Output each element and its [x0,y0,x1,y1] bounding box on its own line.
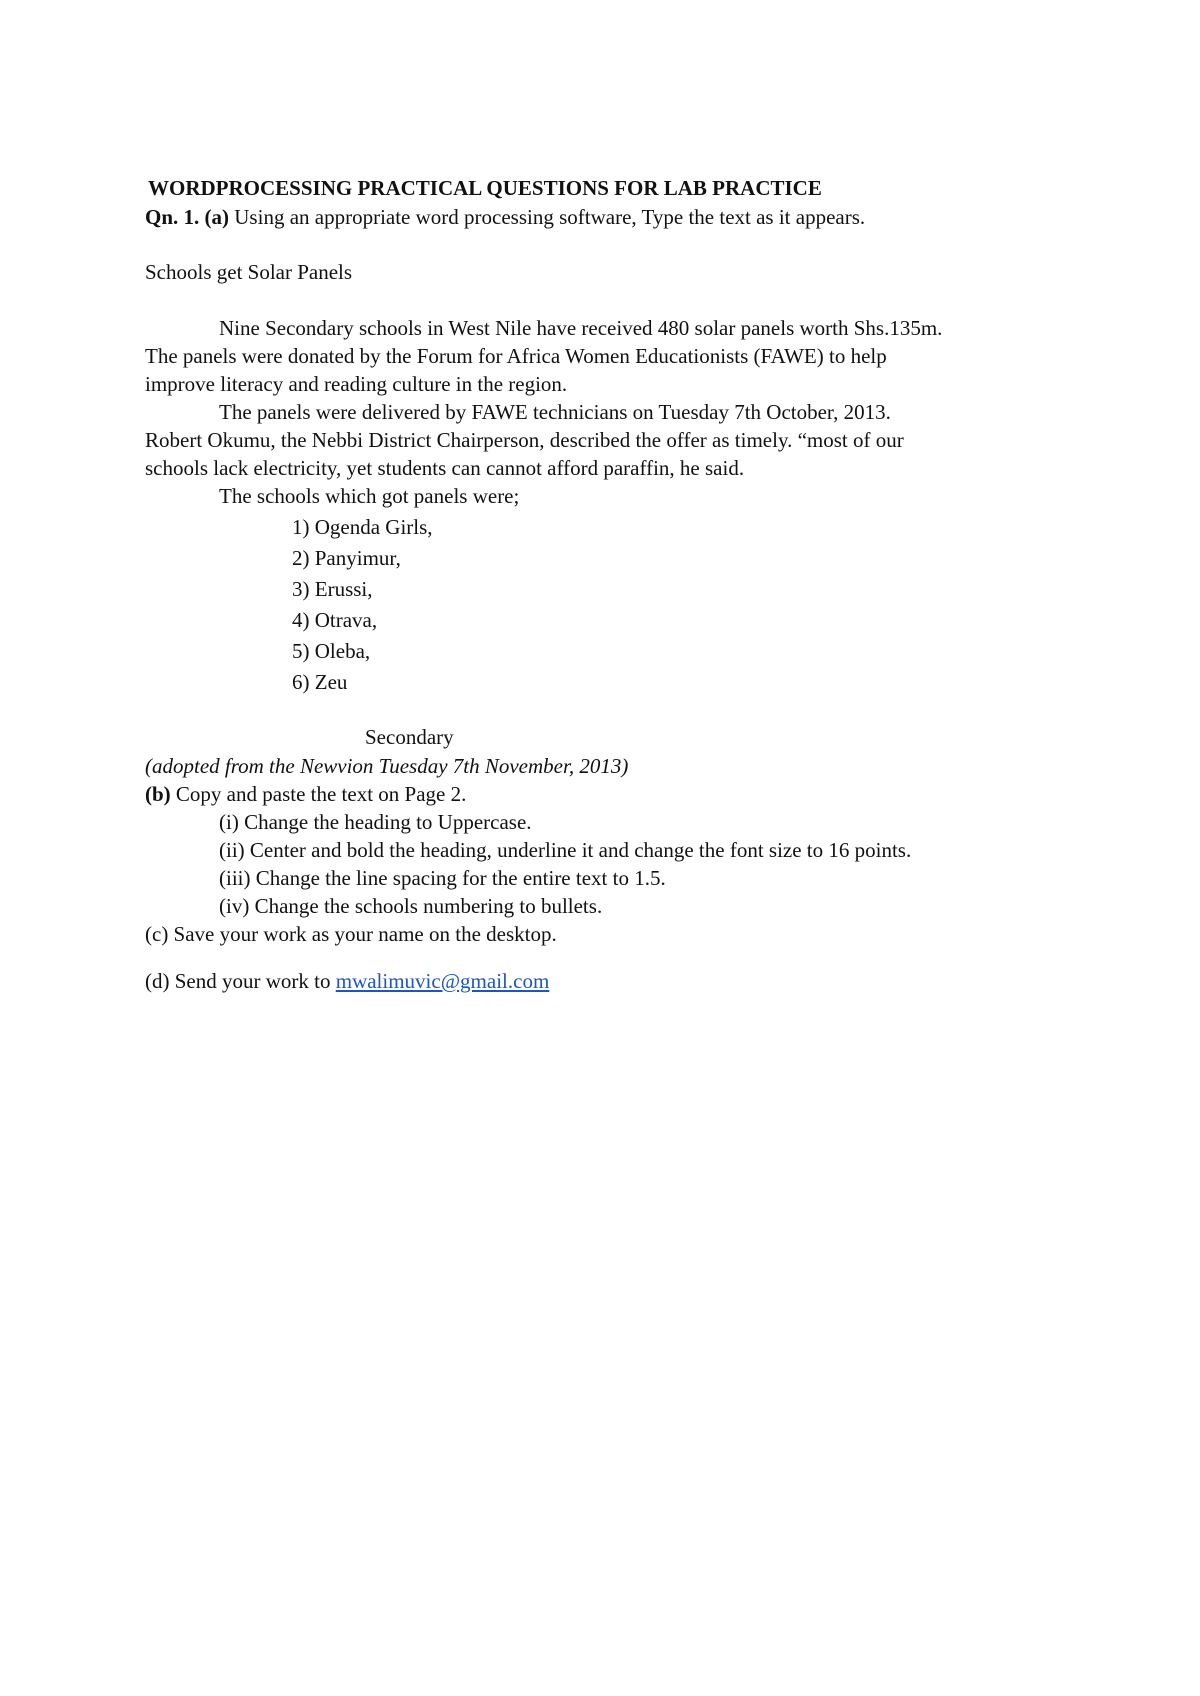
paragraph2-line: The panels were delivered by FAWE technicians on Tuesday 7th October, 2013. [219,400,891,424]
paragraph1-line: The panels were donated by the Forum for Africa Women Educationists (FAWE) to help [145,344,887,368]
schools-list-intro: The schools which got panels were; [219,484,520,508]
school-list-item: 1) Ogenda Girls, [292,515,433,539]
paragraph1-line: improve literacy and reading culture in the region. [145,372,568,396]
part-b [145,780,466,808]
school-list-item: 2) Panyimur, [292,546,401,570]
part-a-label: (a) [204,205,230,229]
part-b-step: (ii) Center and bold the heading, underline it and change the font size to 16 points. [219,838,912,862]
trailing-word: Secondary [365,725,454,749]
school-list-item: 5) Oleba, [292,639,371,663]
article-heading: Schools get Solar Panels [145,260,353,284]
paragraph1-line: Nine Secondary schools in West Nile have received 480 solar panels worth Shs.135m. [219,316,943,340]
document-title: WORDPROCESSING PRACTICAL QUESTIONS FOR LAB PRACTICE [148,176,822,200]
part-a-text: Using an appropriate word processing software, Type the text as it appears. [229,205,866,229]
question-number: Qn. 1. [145,205,200,229]
part-d [145,967,549,995]
part-c: (c) Save your work as your name on the desktop. [145,922,557,946]
email-link[interactable]: mwalimuvic@gmail.com [335,969,550,993]
school-list-item: 4) Otrava, [292,608,378,632]
part-b-text: Copy and paste the text on Page 2. [170,782,467,806]
part-b-step: (iv) Change the schools numbering to bullets. [219,894,603,918]
part-b-label: (b) [145,782,171,806]
part-d-text: (d) Send your work to [145,969,336,993]
school-list-item: 6) Zeu [292,670,348,694]
article-source: (adopted from the Newvion Tuesday 7th November, 2013) [145,754,629,778]
paragraph2-line: schools lack electricity, yet students can cannot afford paraffin, he said. [145,456,745,480]
part-b-step: (iii) Change the line spacing for the entire text to 1.5. [219,866,666,890]
question-1-part-a [145,203,865,231]
paragraph2-line: Robert Okumu, the Nebbi District Chairperson, described the offer as timely. “most of our [145,428,904,452]
part-b-step: (i) Change the heading to Uppercase. [219,810,532,834]
school-list-item: 3) Erussi, [292,577,373,601]
